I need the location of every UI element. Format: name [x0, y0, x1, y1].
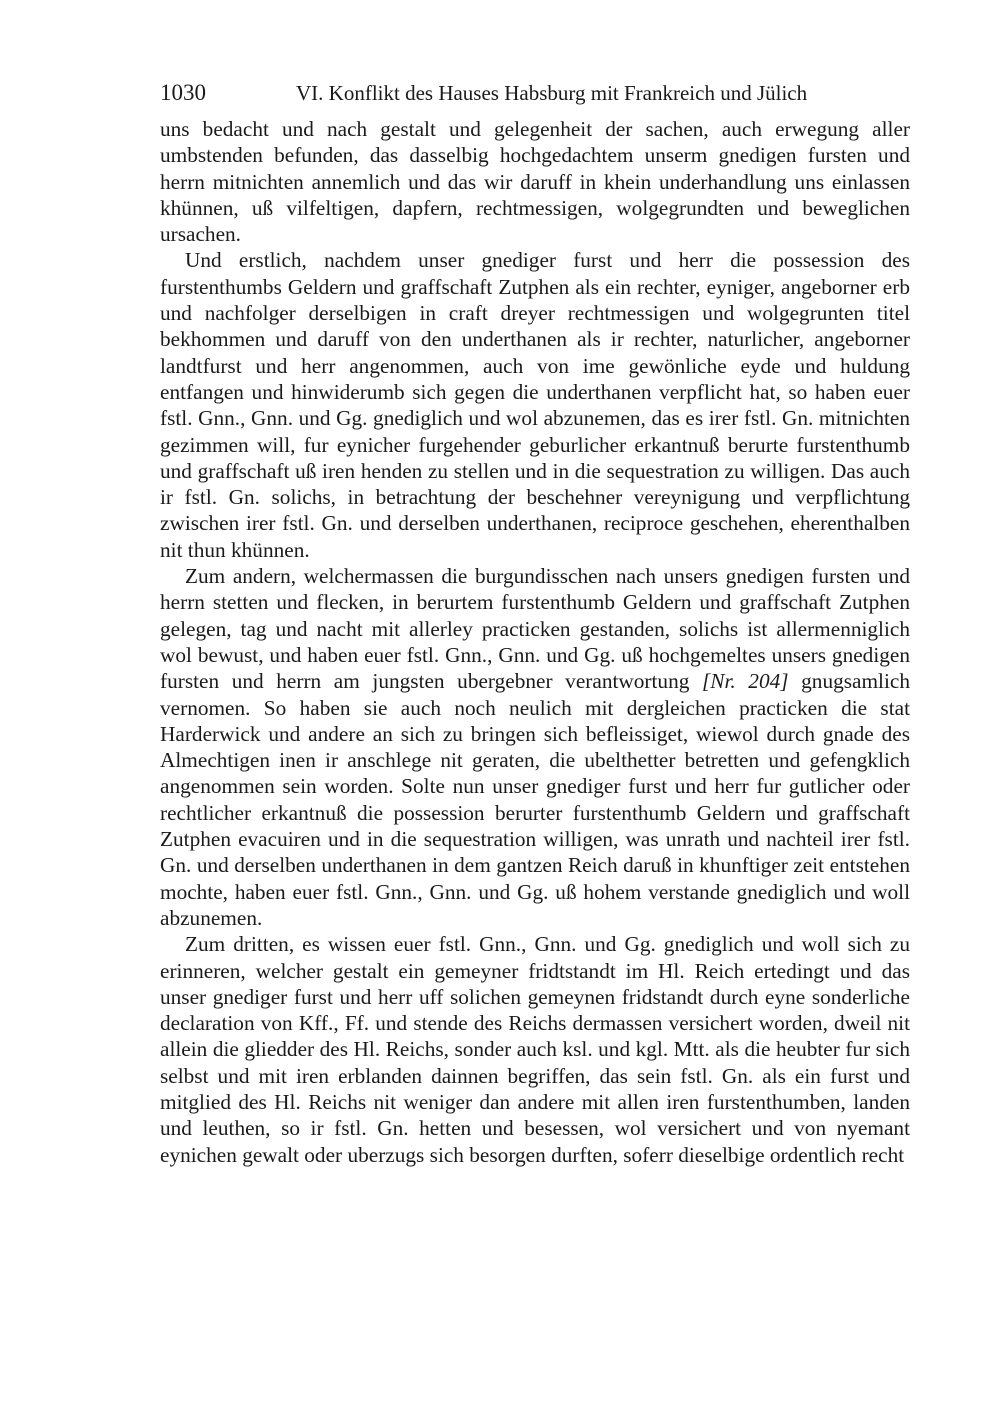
paragraph-zum-andern: [160, 563, 910, 931]
paragraph-erstlich: Und erstlich, nachdem unser gnediger furst und herr die possession des furstenthumbs Geldern und graffschaft Zutphen als ein rechter, eyniger, angeborner erb und nachfolger derselbigen in craft dreyer rechtmessigen und wolgegrunten titel bekhommen und daruff von den underthanen als ir rechter, naturlicher, angeborner landtfurst und herr angenommen, auch von ime gewönliche eyde und huldung entfangen und hinwiderumb sich gegen die underthanen verpflicht hat, so haben euer fstl. Gnn., Gnn. und Gg. gnediglich und wol abzunemen, das es irer fstl. Gn. mitnichten gezimmen will, fur eynicher furgehender geburlicher erkantnuß berurte furstenthumb und graffschaft uß iren henden zu stellen und in die sequestration zu willigen. Das auch ir fstl. Gn. solichs, in betrachtung der beschehner vereynigung und verpflichtung zwischen irer fstl. Gn. und derselben underthanen, reciproce geschehen, eherenthalben nit thun khünnen.: [160, 248, 910, 562]
paragraph-zum-dritten: Zum dritten, es wissen euer fstl. Gnn., Gnn. und Gg. gnediglich und woll sich zu erinneren, welcher gestalt ein gemeyner fridtstandt im Hl. Reich ertedingt und das unser gnediger furst und herr uff solichen gemeynen fridstandt durch eyne sonderliche declaration von Kff., Ff. und stende des Reichs dermassen versichert worden, dweil nit allein die gliedder des Hl. Reichs, sonder auch ksl. und kgl. Mtt. als die heubter fur sich selbst und mit iren erblanden dainnen begriffen, das sein fstl. Gn. als ein furst und mitglied des Hl. Reichs nit weniger dan andere mit allen iren furstenthumben, landen und leuthen, so ir fstl. Gn. hetten und besessen, wol versichert und von nyemant eynichen gewalt oder uberzugs sich besorgen durften, soferr dieselbige ordentlich recht: [160, 932, 910, 1167]
paragraph-text-segment: Zum andern, welchermassen die burgundisschen nach unsers gnedigen fursten und herrn stetten und flecken, in berurtem furstenthumb Geldern und graffschaft Zutphen gelegen, tag und nacht mit allerley practicken gestanden, solichs ist allermenniglich wol bewust, und haben euer fstl. Gnn., Gnn. und Gg. uß hochgemeltes unsers gnedigen fursten und herrn am jungsten ubergebner verantwortung: [160, 564, 910, 694]
page-number: 1030: [160, 80, 206, 105]
document-reference-link[interactable]: [Nr. 204]: [701, 669, 789, 694]
running-header-title: VI. Konflikt des Hauses Habsburg mit Frankreich und Jülich: [296, 81, 808, 105]
document-page: [160, 78, 910, 1168]
body-text: [160, 116, 910, 1168]
paragraph-text-segment: gnugsamlich vernomen. So haben sie auch noch neulich mit dergleichen practicken die stat Harderwick und andere an sich zu bringen sich befleissiget, wiewol durch gnade des Almechtigen inen ir anschlege nit geraten, die ubelthetter betretten und gefengklich angenommen sein worden. Solte nun unser gnediger furst und herr fur gutlicher oder rechtlicher erkantnuß die possession berurter furstenthumb Geldern und graffschaft Zutphen evacuiren und in die sequestration willigen, was unrath und nachteil irer fstl. Gn. und derselben underthanen in dem gantzen Reich daruß in khunftiger zeit entstehen mochte, haben euer fstl. Gnn., Gnn. und Gg. uß hohem verstande gnediglich und woll abzunemen.: [160, 669, 910, 930]
running-header: [160, 78, 910, 110]
paragraph-continued: uns bedacht und nach gestalt und gelegenheit der sachen, auch erwegung aller umbstenden befunden, das dasselbig hochgedachtem unserm gnedigen fursten und herrn mitnichten annemlich und das wir daruff in khein underhandlung uns einlassen khünnen, uß vilfeltigen, dapfern, rechtmessigen, wolgegrundten und beweglichen ursachen.: [160, 117, 910, 247]
